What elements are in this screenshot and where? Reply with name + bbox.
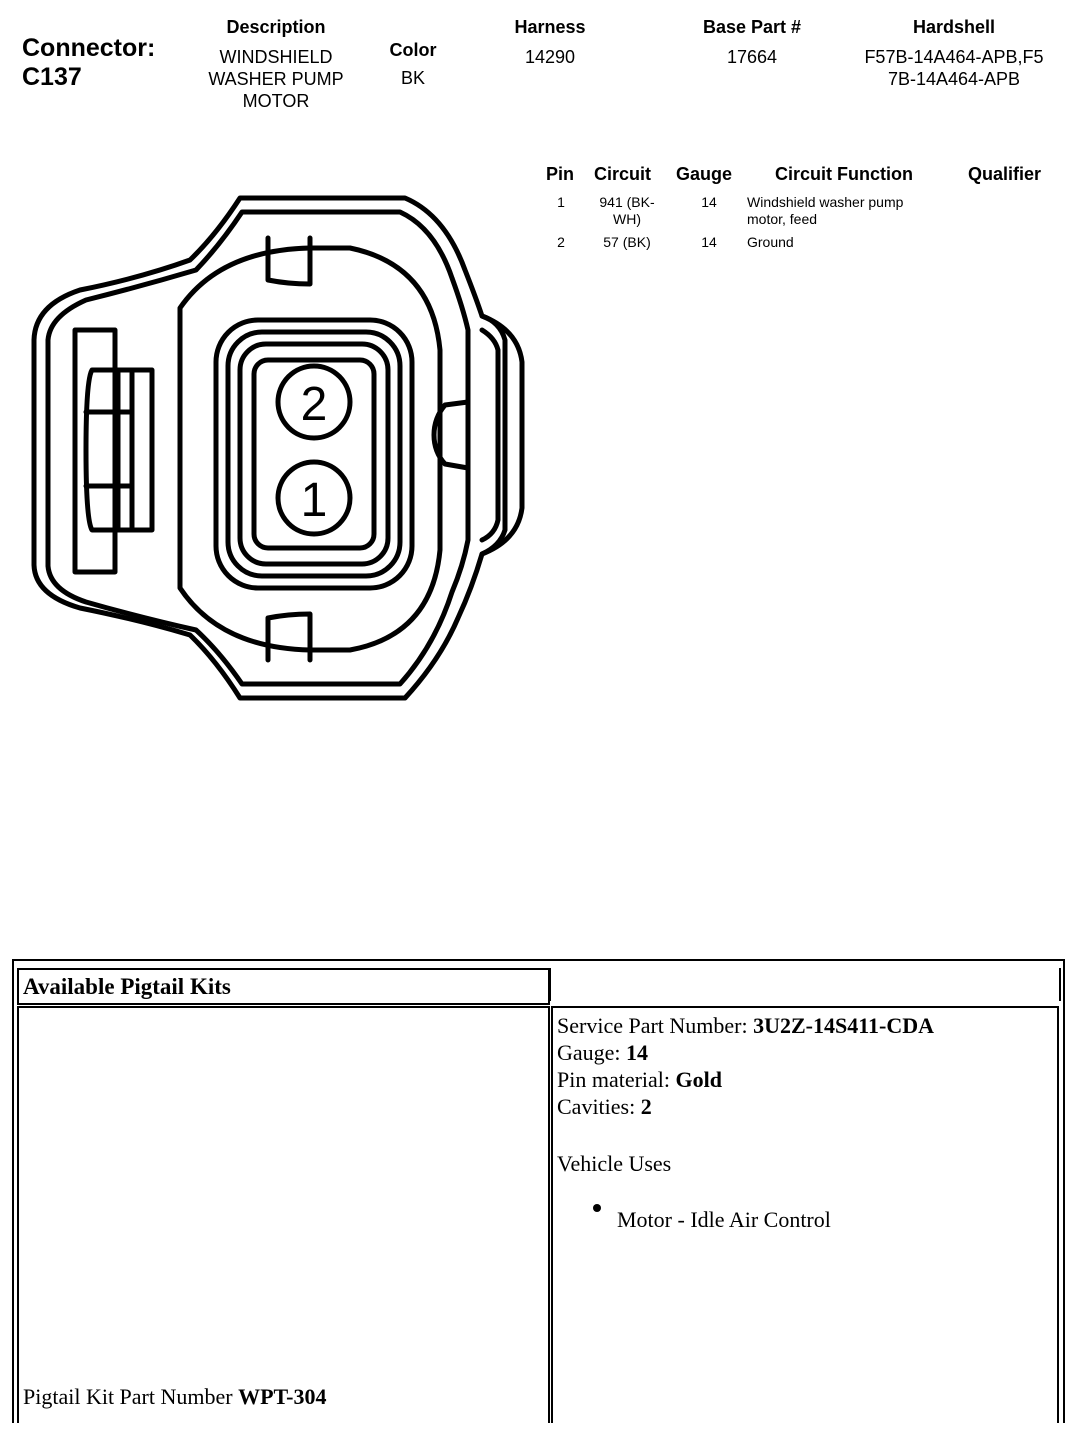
pigtail-kit-part-number (23, 1384, 327, 1410)
row-1-gauge: 14 (701, 194, 717, 210)
gauge-value: 14 (626, 1040, 649, 1065)
harness-header: Harness (514, 17, 586, 37)
connector-face-diagram (20, 190, 530, 710)
description-header: Description (226, 17, 326, 37)
qualifier-header: Qualifier (968, 164, 1042, 184)
color-column (370, 39, 456, 89)
pigtail-title: Available Pigtail Kits (23, 974, 231, 999)
bullet-icon (593, 1204, 601, 1212)
row-2-circuit: 57 (BK) (603, 234, 651, 250)
pin-material-value: Gold (675, 1067, 722, 1092)
bottom-key (268, 614, 310, 660)
row-1-circuit: 941 (BK-WH) (599, 194, 655, 227)
description-column (186, 16, 366, 112)
gauge-header: Gauge (676, 164, 733, 184)
row-1-function: Windshield washer pump motor, feed (747, 194, 904, 227)
color-value: BK (400, 68, 425, 88)
hardshell-column (856, 16, 1052, 90)
plug-body-inner (240, 344, 388, 564)
harness-column (480, 16, 620, 68)
row-1-pin: 1 (557, 194, 565, 210)
pigtail-image-cell (17, 1006, 550, 1423)
connector-label: Connector: (22, 34, 156, 62)
vehicle-use-item: Motor - Idle Air Control (617, 1207, 831, 1232)
gauge-label: Gauge: (557, 1040, 627, 1065)
cavities-label: Cavities: (557, 1094, 641, 1119)
harness-value: 14290 (524, 47, 576, 67)
service-part-value: 3U2Z-14S411-CDA (753, 1013, 935, 1038)
right-latch (482, 316, 505, 554)
hardshell-value: F57B-14A464-APB,F57B-14A464-APB (864, 47, 1044, 89)
row-2-pin: 2 (557, 234, 565, 250)
connector-id: C137 (22, 63, 82, 91)
pigtail-info-cell (551, 1006, 1059, 1423)
circuit-header: Circuit (594, 164, 652, 184)
right-latch-inner (482, 330, 498, 540)
base-part-column (672, 16, 832, 68)
cavity-2-label: 2 (300, 378, 328, 431)
kit-value: WPT-304 (238, 1384, 327, 1409)
color-header: Color (389, 40, 437, 60)
kit-label: Pigtail Kit Part Number (23, 1384, 239, 1409)
pin-header: Pin (546, 164, 575, 184)
service-part-label: Service Part Number: (557, 1013, 754, 1038)
row-2-function: Ground (747, 234, 794, 250)
pin-material-info (557, 1066, 722, 1093)
cavities-info (557, 1093, 652, 1120)
connector-title (22, 34, 155, 92)
service-part-number (557, 1012, 934, 1039)
description-value: WINDSHIELD WASHER PUMP MOTOR (208, 47, 344, 111)
base-part-value: 17664 (726, 47, 778, 67)
base-part-header: Base Part # (702, 17, 802, 37)
pigtail-title-spacer (549, 968, 1061, 1001)
function-header: Circuit Function (775, 164, 913, 184)
row-2-gauge: 14 (701, 234, 717, 250)
left-latch-frame (75, 330, 115, 572)
gauge-info (557, 1039, 648, 1066)
vehicle-uses-label: Vehicle Uses (557, 1151, 672, 1176)
cavities-value: 2 (640, 1094, 652, 1119)
top-key (268, 238, 310, 284)
hardshell-header: Hardshell (912, 17, 996, 37)
pin-material-label: Pin material: (557, 1067, 676, 1092)
cavity-1-label: 1 (300, 474, 328, 527)
pigtail-title-cell (17, 968, 550, 1005)
